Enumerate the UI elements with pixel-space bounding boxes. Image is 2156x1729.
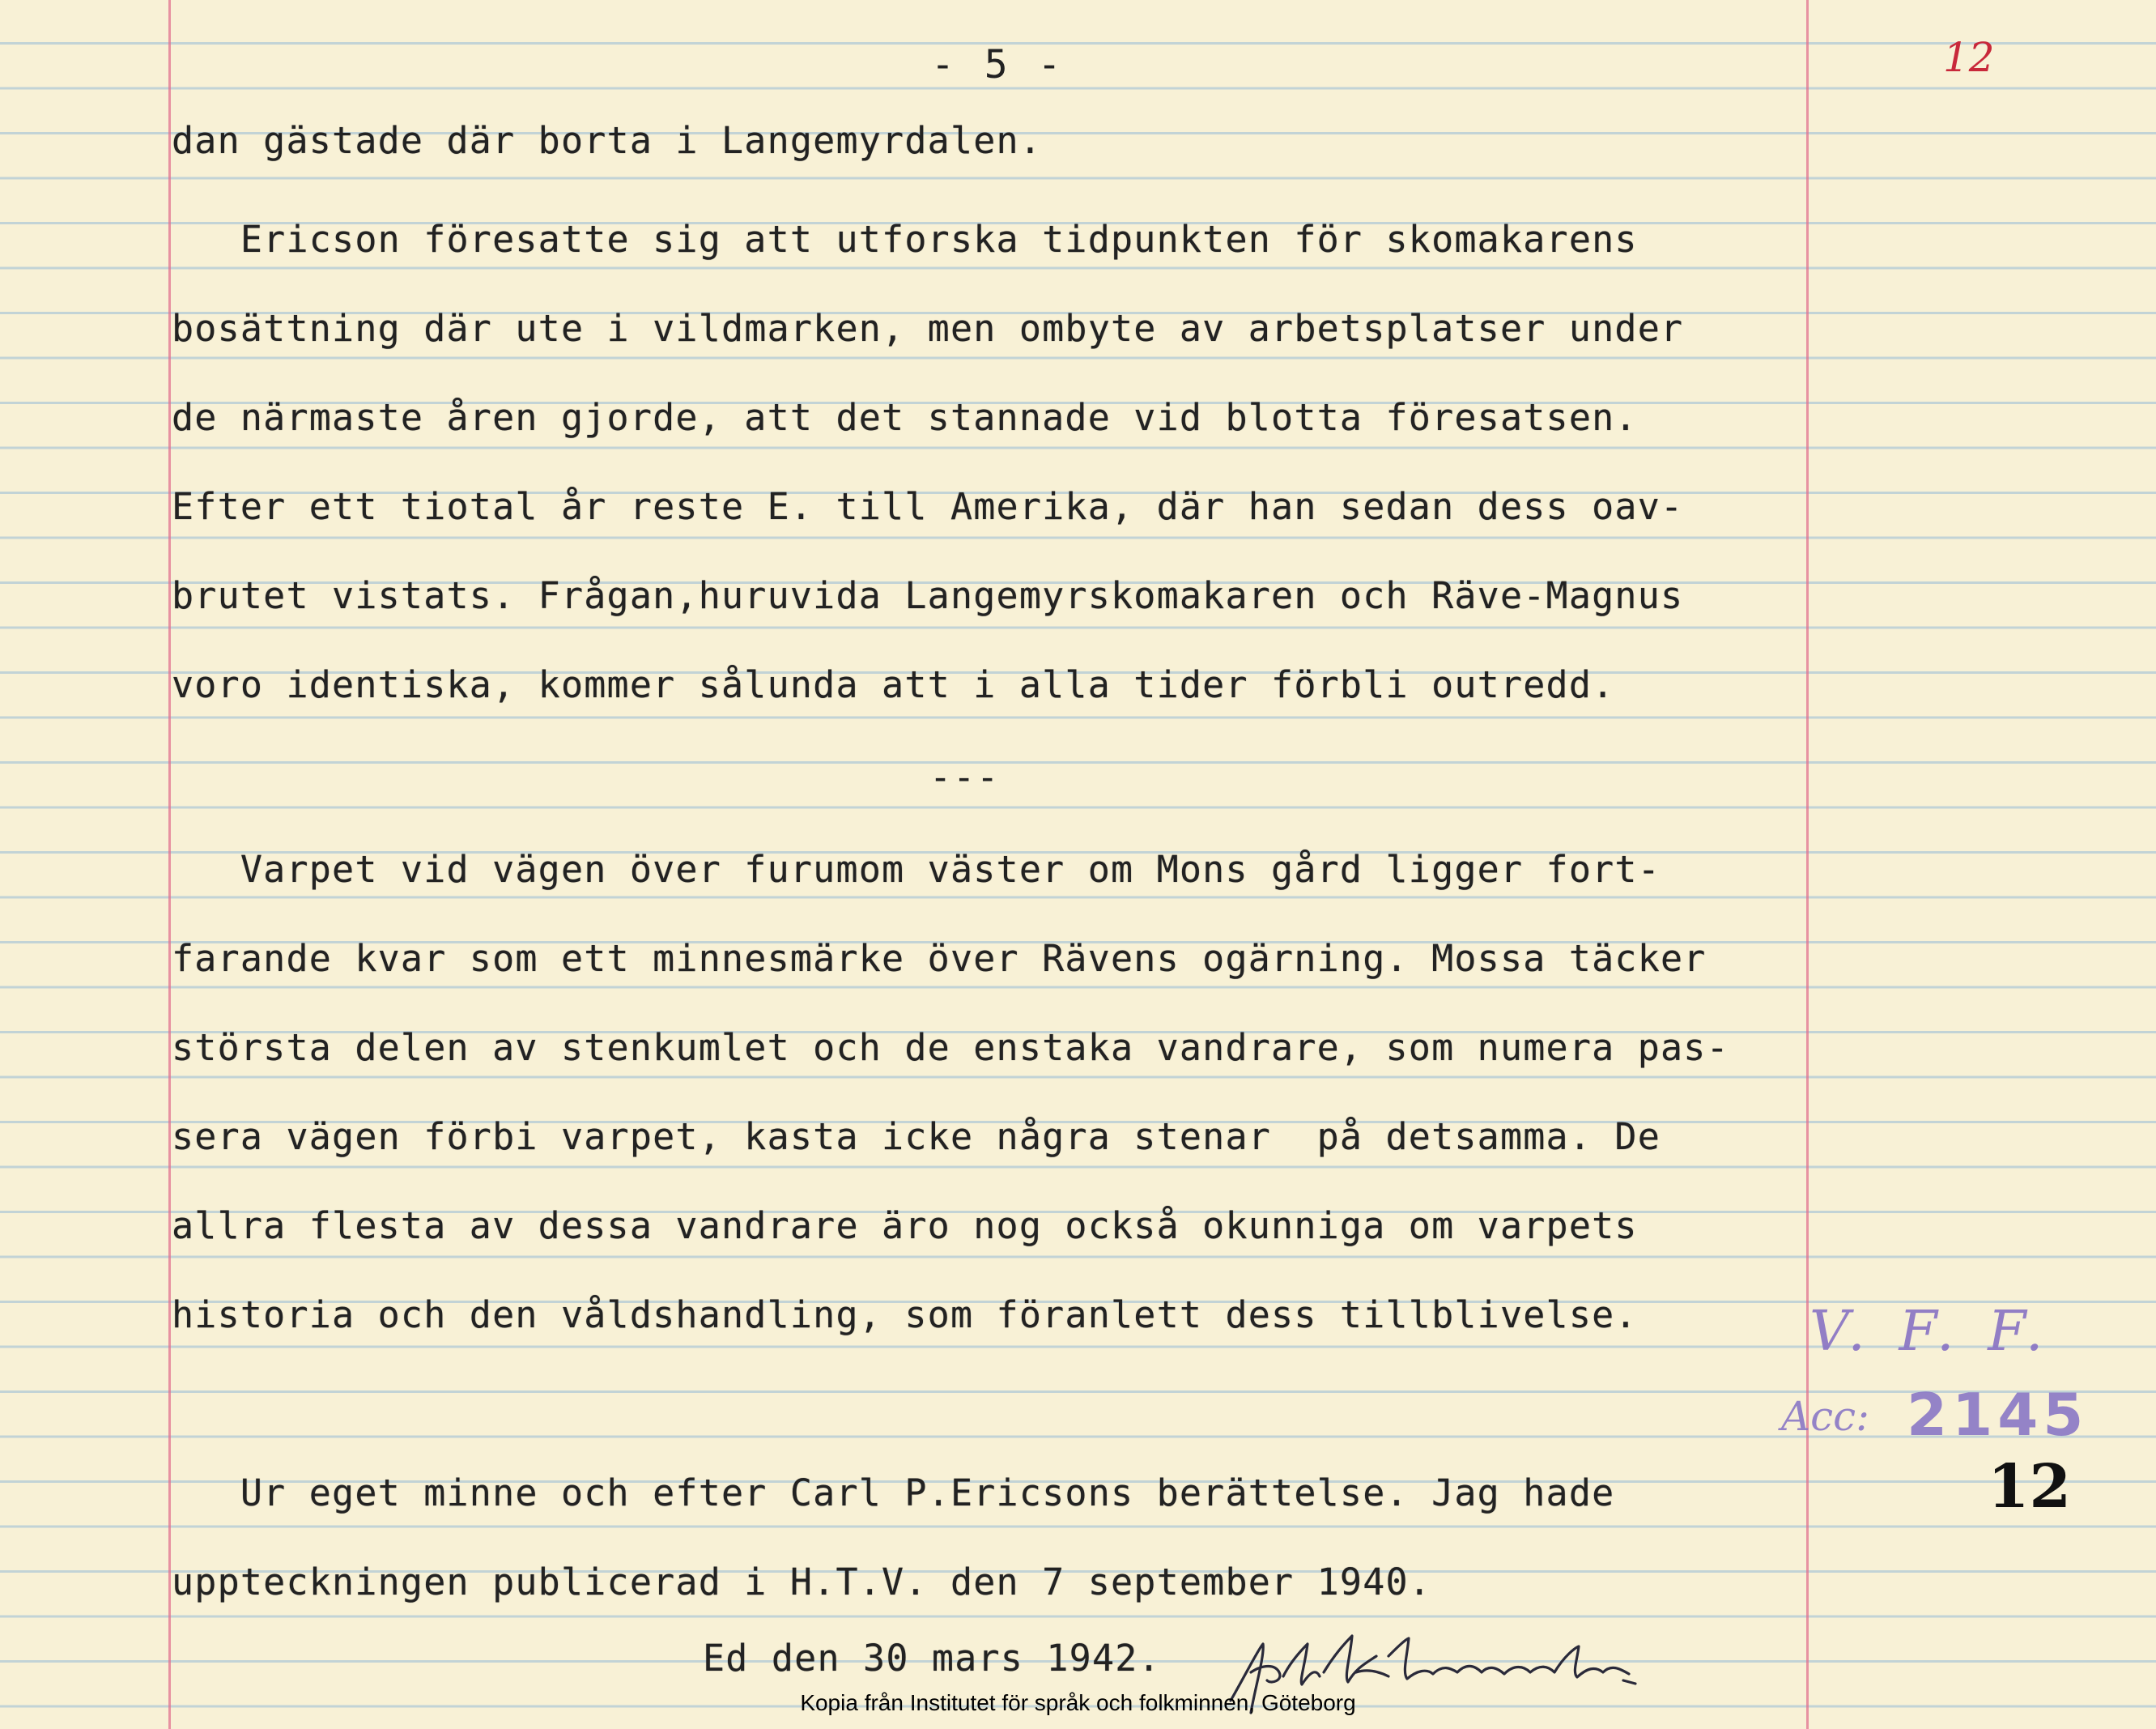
stamp-vff: V. F. F. <box>1809 1300 2052 1364</box>
footer-credit: Kopia från Institutet för språk och folkminnen, Göteborg <box>800 1690 1356 1715</box>
line-p1-1: dan gästade där borta i Langemyrdalen. <box>172 119 1043 162</box>
line-p3-4: sera vägen förbi varpet, kasta icke några stenar på detsamma. De <box>172 1115 1661 1158</box>
archive-page-number-red: 12 <box>1943 34 1995 81</box>
line-p3-5: allra flesta av dessa vandrare äro nog också okunniga om varpets <box>172 1204 1638 1247</box>
line-p2-6: voro identiska, kommer sålunda att i alla tider förbli outredd. <box>172 663 1615 706</box>
line-p4-1: Ur eget minne och efter Carl P.Ericsons berättelse. Jag hade <box>172 1471 1615 1514</box>
stamp-acc-label: Acc: <box>1781 1393 1869 1440</box>
left-margin-line <box>168 0 171 1729</box>
line-p4-2: uppteckningen publicerad i H.T.V. den 7 september 1940. <box>172 1561 1432 1603</box>
line-p3-1: Varpet vid vägen över furumom väster om Mons gård ligger fort- <box>172 848 1661 891</box>
closing-date-line: Ed den 30 mars 1942. <box>703 1637 1161 1680</box>
right-margin-line <box>1806 0 1809 1729</box>
line-p2-4: Efter ett tiotal år reste E. till Amerika, där han sedan dess oav- <box>172 485 1684 528</box>
line-p2-3: de närmaste åren gjorde, att det stannade vid blotta föresatsen. <box>172 396 1638 439</box>
line-p3-2: farande kvar som ett minnesmärke över Rävens ogärning. Mossa täcker <box>172 937 1707 980</box>
stamp-acc-number: 2145 <box>1907 1381 2089 1449</box>
line-p2-2: bosättning där ute i vildmarken, men ombyte av arbetsplatser under <box>172 307 1684 350</box>
line-p3-6: historia och den våldshandling, som föranlett dess tillblivelse. <box>172 1293 1638 1336</box>
page-counter: 12 <box>1988 1452 2071 1522</box>
line-p2-5: brutet vistats. Frågan,huruvida Langemyrskomakaren och Räve-Magnus <box>172 574 1684 617</box>
section-divider: --- <box>929 756 1001 798</box>
line-p3-3: största delen av stenkumlet och de enstaka vandrare, som numera pas- <box>172 1026 1729 1069</box>
line-p2-1: Ericson föresatte sig att utforska tidpunkten för skomakarens <box>172 218 1638 261</box>
page-number: - 5 - <box>931 42 1065 87</box>
